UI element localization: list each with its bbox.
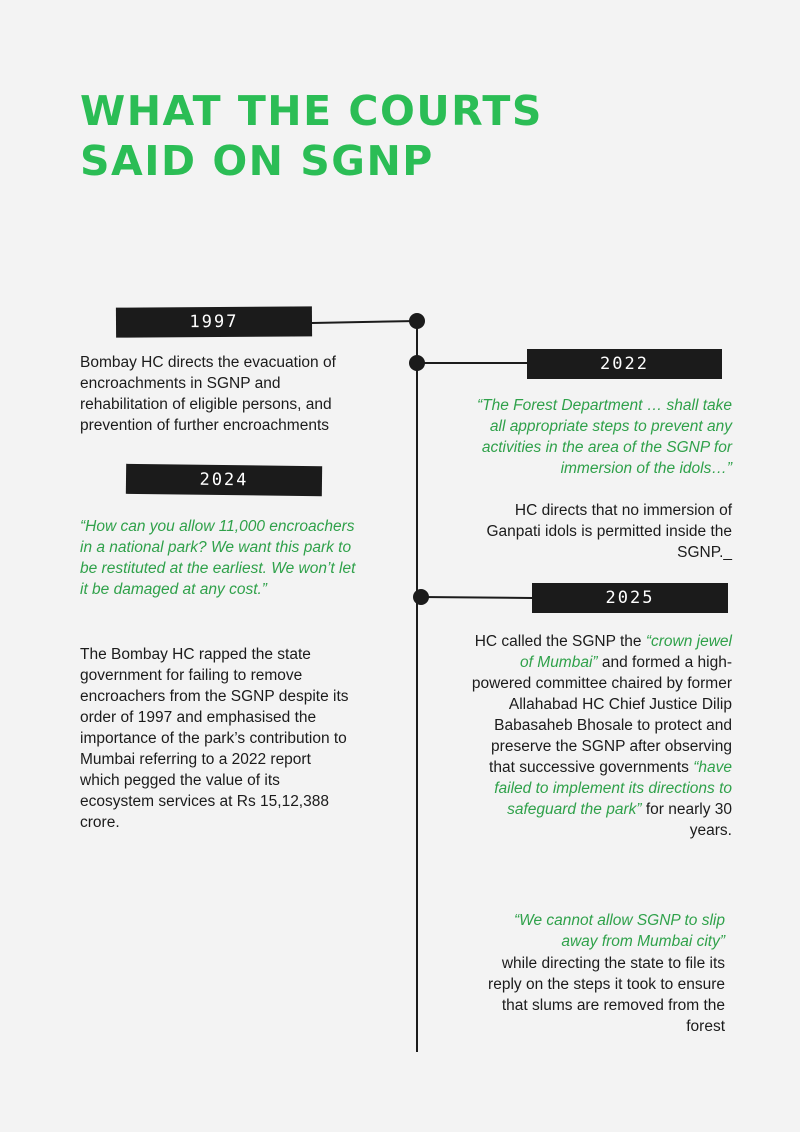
- connector-2025: [421, 597, 532, 598]
- year-label-1997: 1997: [116, 306, 312, 337]
- entry-2025-quote-2: “We cannot allow SGNP to slip away from Mumbai city”: [513, 912, 725, 950]
- timeline-dot-2022: [409, 355, 425, 371]
- timeline-dot-1997: [409, 313, 425, 329]
- year-label-2024: 2024: [126, 464, 322, 496]
- entry-1997-text: Bombay HC directs the evacuation of encroachments in SGNP and rehabilitation of eligible persons, and prevention of further encroachments: [80, 354, 336, 434]
- entry-2022-text: HC directs that no immersion of Ganpati idols is permitted inside the SGNP._: [486, 502, 732, 561]
- connector-1997: [312, 321, 417, 323]
- title-line-2: SAID ON SGNP: [80, 137, 434, 185]
- year-label-2022: 2022: [527, 349, 722, 379]
- entry-2024-quote: “How can you allow 11,000 encroachers in a national park? We want this park to be restituted at the earliest. We won’t let it be damaged at any cost.”: [80, 518, 356, 598]
- entry-2025-text: [470, 631, 732, 841]
- entry-2024-text: The Bombay HC rapped the state government for failing to remove encroachers from the SGNP despite its order of 1997 and emphasised the importance of the park’s contribution to Mumbai referring to a 2022 report which pegged the value of its ecosystem services at Rs 15,12,388 crore.: [80, 646, 349, 831]
- entry-2025-quote-a: “crown jewel of Mumbai”: [520, 633, 732, 671]
- entry-2022-quote: “The Forest Department … shall take all appropriate steps to prevent any activities in the area of the SGNP for immersion of the idols…”: [477, 397, 732, 477]
- entry-2025-text-b: and formed a high-powered committee chaired by former Allahabad HC Chief Justice Dilip Babasaheb Bhosale to protect and preserve the SGNP after observing that successive governments: [471, 654, 732, 776]
- entry-2025-text-2: while directing the state to file its reply on the steps it took to ensure that slums are removed from the forest: [488, 955, 725, 1035]
- entry-2025-text-a: HC called the SGNP the: [474, 633, 646, 650]
- entry-2025-text-c: for nearly 30 years.: [641, 801, 732, 839]
- title-line-1: WHAT THE COURTS: [80, 87, 543, 135]
- timeline-dot-2025: [413, 589, 429, 605]
- entry-2025-quote-b: “have failed to implement its directions to safeguard the park”: [494, 759, 732, 818]
- year-label-2025: 2025: [532, 583, 728, 613]
